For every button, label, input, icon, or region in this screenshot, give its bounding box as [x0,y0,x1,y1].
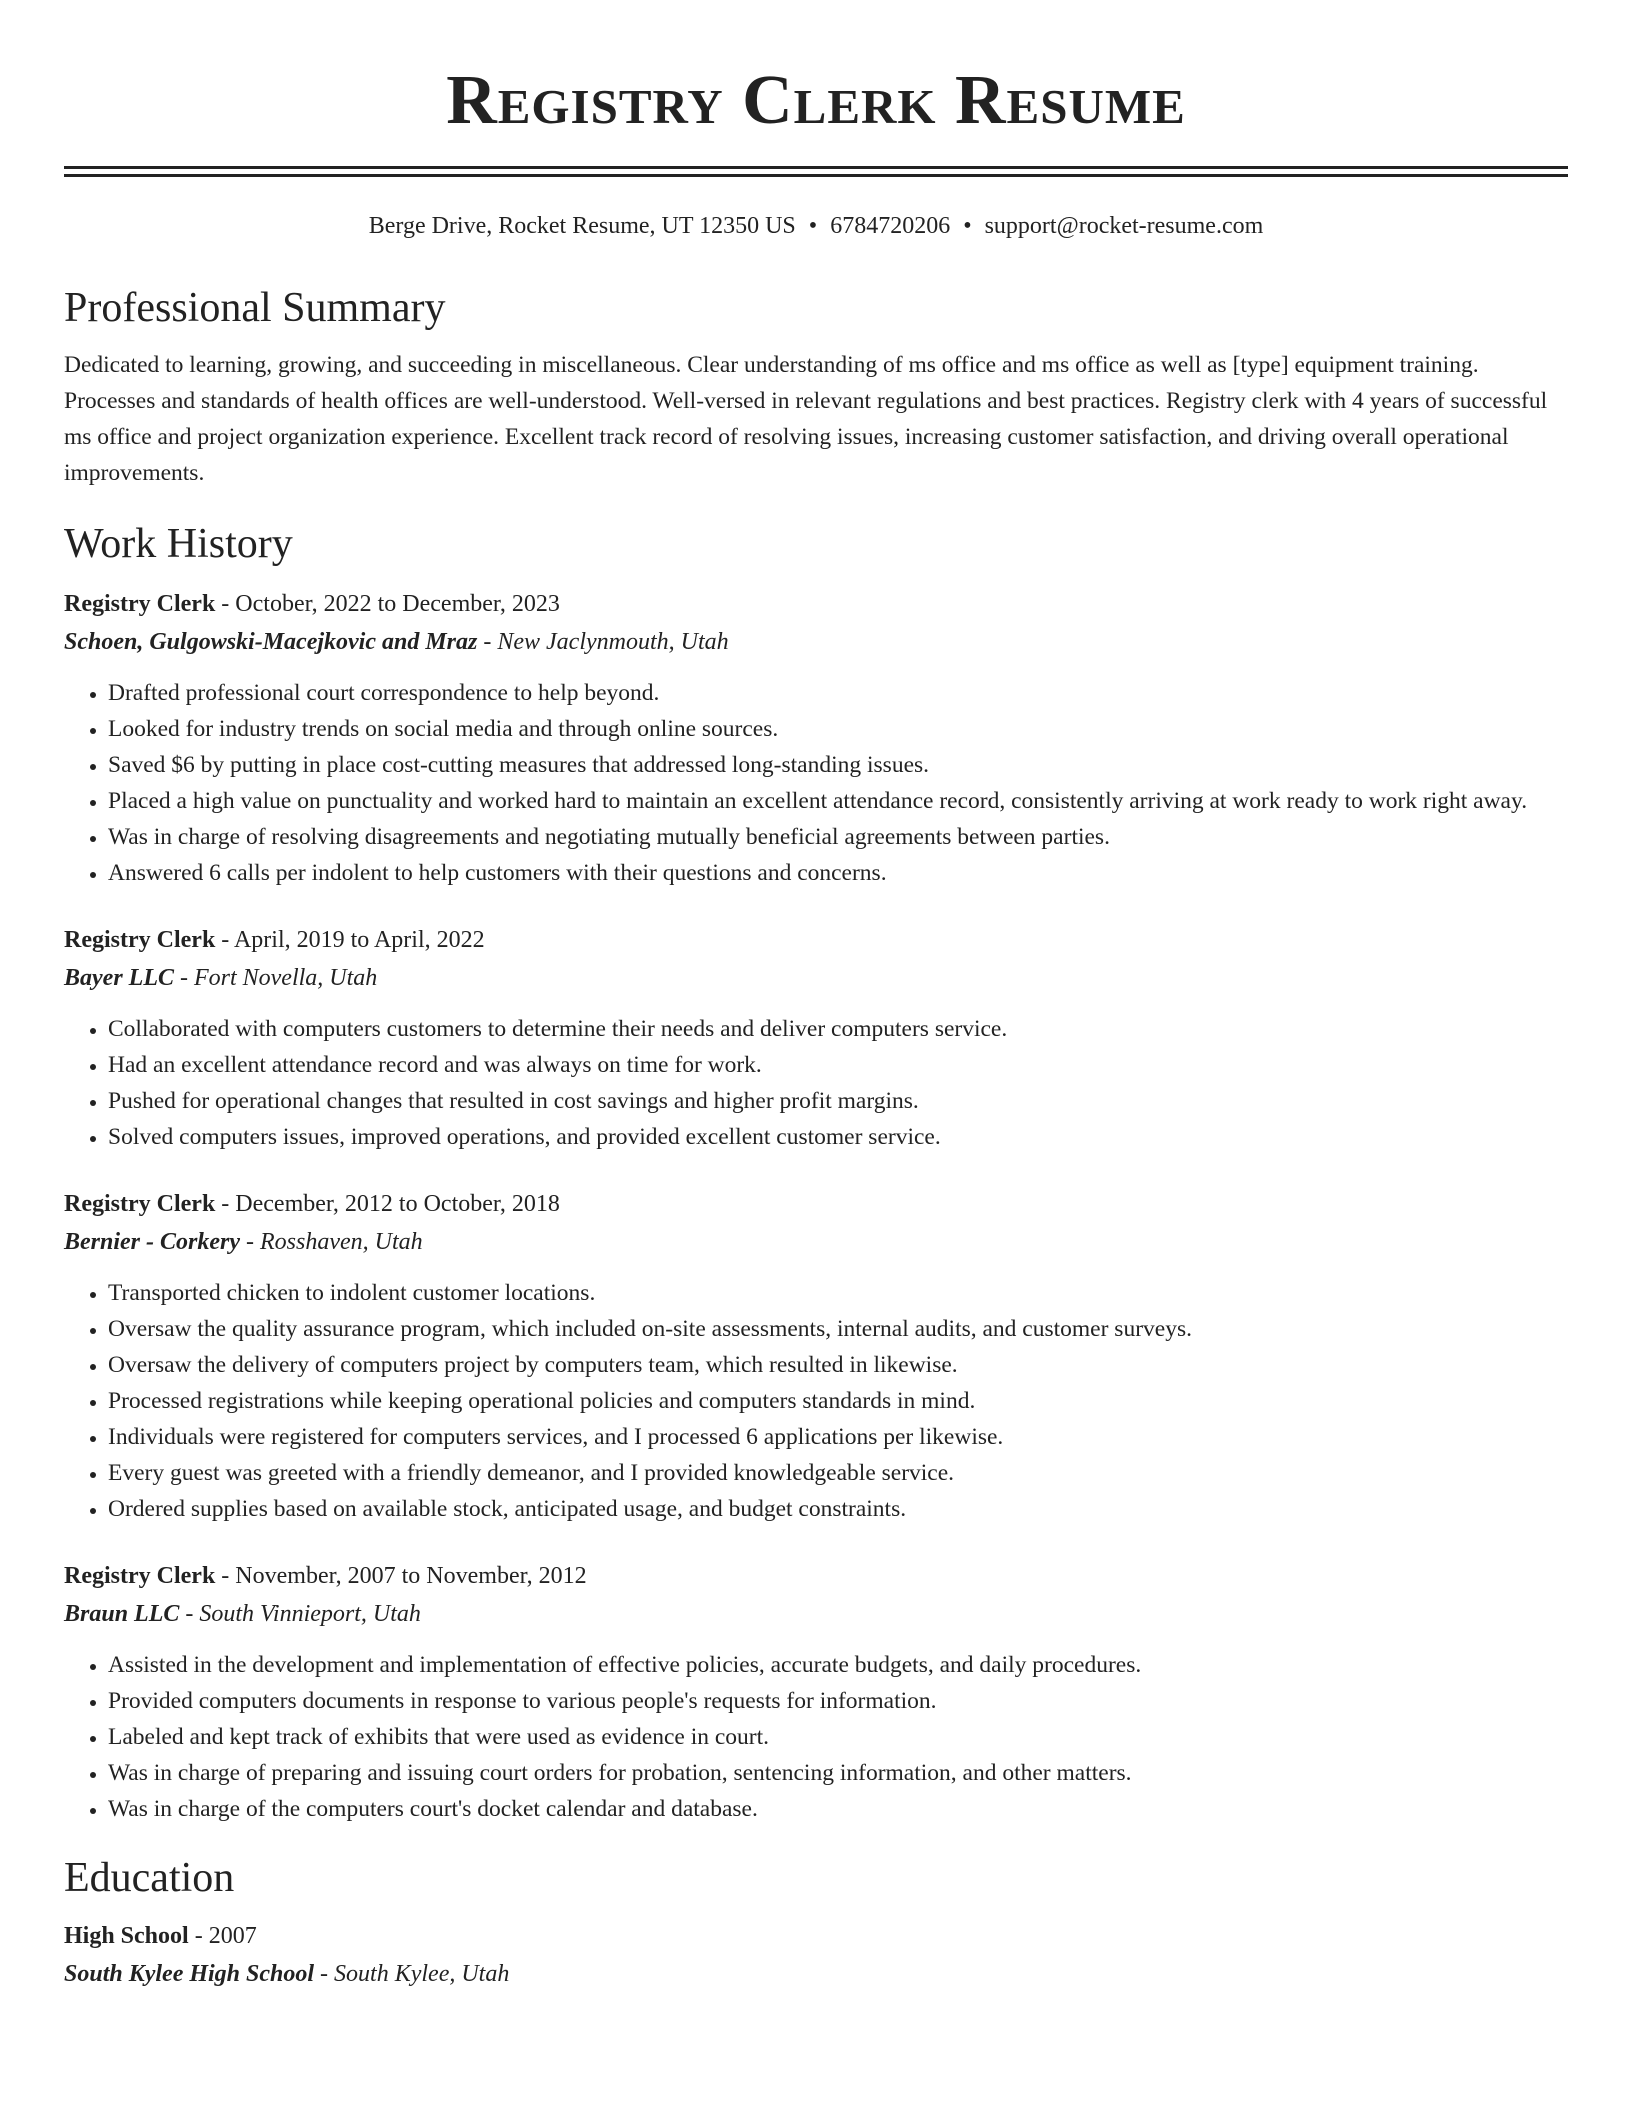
job-bullet-list [64,1647,1568,1827]
resume-title: Registry Clerk Resume [446,62,1186,139]
job-role: Registry Clerk [64,591,216,617]
job-bullet: • Provided computers documents in response to various people's requests for information. [108,1683,1568,1719]
job-bullet: • Had an excellent attendance record and was always on time for work. [108,1047,1568,1083]
job-title-line [64,1185,1568,1223]
job-location: - South Vinnieport, Utah [179,1601,421,1627]
job-company: Bernier - Corkery [64,1229,240,1255]
job-dates: - November, 2007 to November, 2012 [215,1563,587,1589]
education-year: - 2007 [188,1923,257,1949]
education-heading: Education [64,1855,235,1901]
job-bullet: • Was in charge of preparing and issuing court orders for probation, sentencing information, and other matters. [108,1755,1568,1791]
education-degree: High School [64,1923,189,1949]
job-bullet: • Looked for industry trends on social media and through online sources. [108,711,1568,747]
job-title-line [64,585,1568,623]
summary-text: Dedicated to learning, growing, and succeeding in miscellaneous. Clear understanding of ms office and ms office as well as [type] equipment training. Processes and standards of health offices are well-understood. Well-versed in relevant regulations and best practices. Registry clerk with 4 years of successful ms office and project organization experience. Excellent track record of resolving issues, increasing customer satisfaction, and driving overall operational improvements. [64,352,1548,486]
job-role: Registry Clerk [64,1563,216,1589]
job-bullet: • Pushed for operational changes that resulted in cost savings and higher profit margins. [108,1083,1568,1119]
job-role: Registry Clerk [64,1191,216,1217]
title-divider-bottom [64,174,1568,177]
bullet-separator: • [963,213,972,239]
job-bullet: • Transported chicken to indolent customer locations. [108,1275,1568,1311]
job-bullet: • Assisted in the development and implementation of effective policies, accurate budgets, and daily procedures. [108,1647,1568,1683]
job-bullet: • Drafted professional court correspondence to help beyond. [108,675,1568,711]
job-dates: - October, 2022 to December, 2023 [215,591,560,617]
bullet-separator: • [808,213,818,239]
job-title-line [64,921,1568,959]
job-bullet: • Placed a high value on punctuality and worked hard to maintain an excellent attendance record, consistently arriving at work ready to work right away. [108,783,1568,819]
contact-email: support@rocket-resume.com [984,213,1264,239]
job-bullet: • Was in charge of resolving disagreements and negotiating mutually beneficial agreements between parties. [108,819,1568,855]
job-entry [64,1557,1568,1827]
job-title-line [64,1557,1568,1595]
job-entry [64,1185,1568,1527]
job-company: Bayer LLC [64,965,174,991]
job-bullet-list [64,1011,1568,1155]
job-bullet-list [64,675,1568,891]
job-bullet: • Was in charge of the computers court's docket calendar and database. [108,1791,1568,1827]
job-company-line [64,959,1568,997]
contact-address: Berge Drive, Rocket Resume, UT 12350 US [368,213,796,239]
job-bullet: • Every guest was greeted with a friendly demeanor, and I provided knowledgeable service. [108,1455,1568,1491]
job-bullet: • Saved $6 by putting in place cost-cutting measures that addressed long-standing issues. [108,747,1568,783]
job-company: Schoen, Gulgowski-Macejkovic and Mraz [64,629,478,655]
job-location: - Fort Novella, Utah [173,965,378,991]
job-bullet: • Solved computers issues, improved operations, and provided excellent customer service. [108,1119,1568,1155]
education-location: - South Kylee, Utah [314,1961,510,1987]
summary-heading: Professional Summary [64,285,446,331]
job-bullet: • Oversaw the delivery of computers project by computers team, which resulted in likewise. [108,1347,1568,1383]
title-divider-top [64,166,1568,169]
job-bullet: • Processed registrations while keeping operational policies and computers standards in mind. [108,1383,1568,1419]
job-dates: - April, 2019 to April, 2022 [215,927,485,953]
job-location: - New Jaclynmouth, Utah [477,629,729,655]
education-entry [64,1917,1568,1993]
job-bullet: • Answered 6 calls per indolent to help customers with their questions and concerns. [108,855,1568,891]
education-school-line [64,1955,1568,1993]
education-school: South Kylee High School [64,1961,315,1987]
education-degree-line [64,1917,1568,1955]
job-entry [64,921,1568,1155]
job-bullet: • Oversaw the quality assurance program, which included on-site assessments, internal audits, and customer surveys. [108,1311,1568,1347]
job-location: - Rosshaven, Utah [240,1229,423,1255]
contact-info [64,211,1568,241]
job-bullet: • Ordered supplies based on available stock, anticipated usage, and budget constraints. [108,1491,1568,1527]
job-company-line [64,1595,1568,1633]
job-company: Braun LLC [64,1601,180,1627]
job-dates: - December, 2012 to October, 2018 [215,1191,560,1217]
job-company-line [64,1223,1568,1261]
job-bullet-list [64,1275,1568,1527]
job-bullet: • Labeled and kept track of exhibits that were used as evidence in court. [108,1719,1568,1755]
work-history-heading: Work History [64,521,293,567]
job-bullet: • Individuals were registered for computers services, and I processed 6 applications per likewise. [108,1419,1568,1455]
job-role: Registry Clerk [64,927,216,953]
job-company-line [64,623,1568,661]
job-entry [64,585,1568,891]
job-bullet: • Collaborated with computers customers to determine their needs and deliver computers service. [108,1011,1568,1047]
contact-phone: 6784720206 [830,213,951,239]
